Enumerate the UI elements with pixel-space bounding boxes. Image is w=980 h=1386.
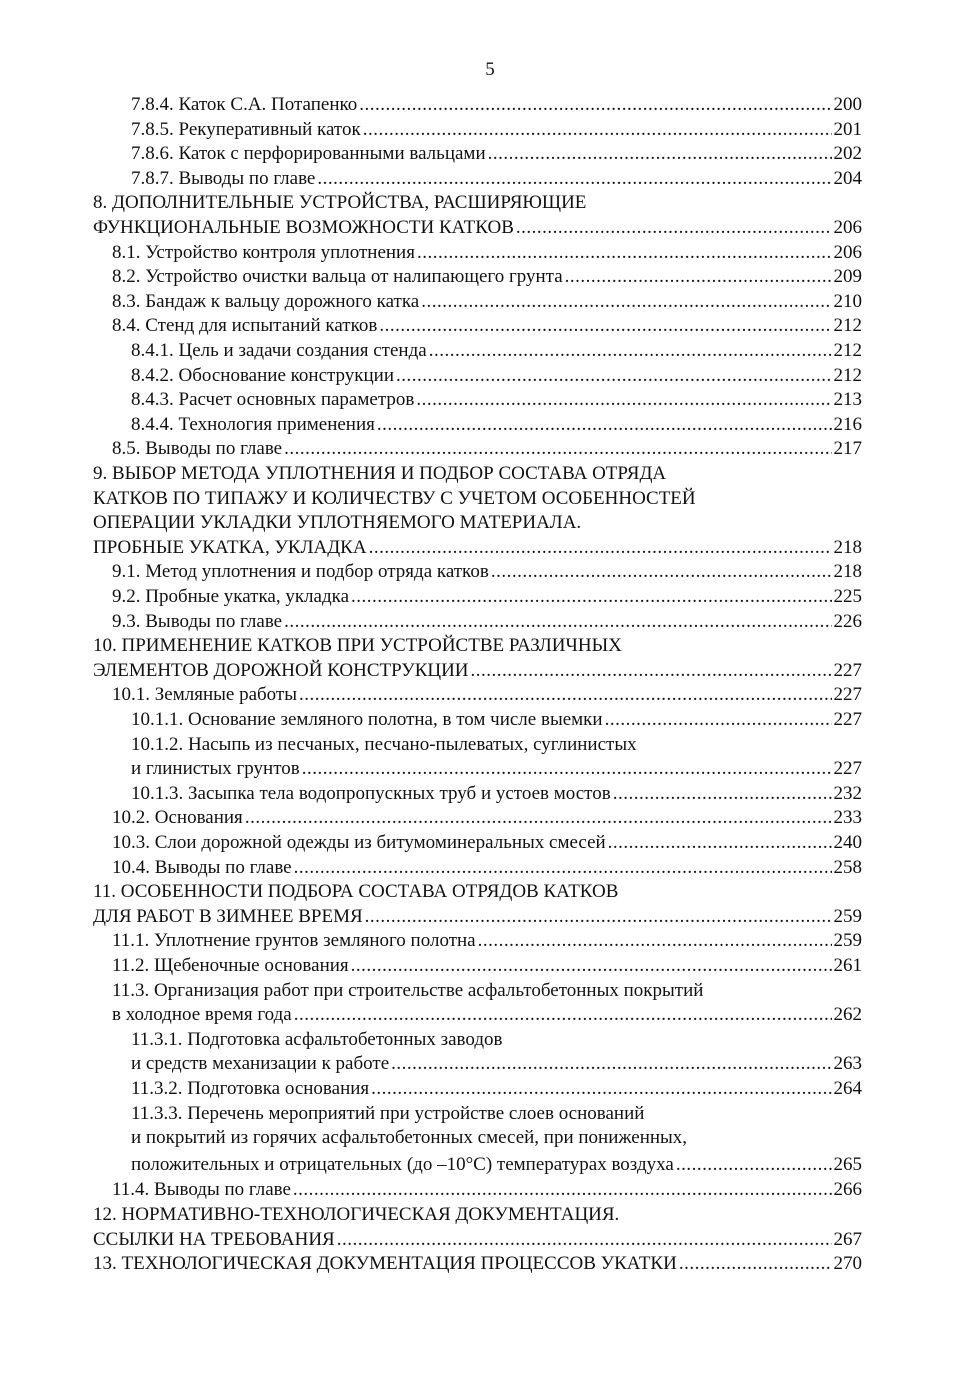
toc-entry: [112, 806, 862, 830]
toc-entry: [93, 905, 862, 929]
toc-entry: [93, 880, 862, 904]
toc-entry-title: 10.4. Выводы по главе: [112, 856, 292, 878]
toc-entry-page: 213: [833, 389, 862, 411]
toc-entry-title: 11.3.3. Перечень мероприятий при устройстве слоев оснований: [131, 1102, 645, 1124]
toc-entry-title: 8.4.2. Обоснование конструкции: [131, 364, 395, 386]
toc-dot-leader: [379, 314, 831, 338]
toc-entry-page: 259: [833, 930, 862, 952]
toc-entry-title: 11.3.1. Подготовка асфальтобетонных заводов: [131, 1028, 503, 1050]
toc-dot-leader: [294, 856, 832, 880]
toc-entry: [112, 560, 862, 584]
toc-entry-page: 206: [833, 241, 862, 263]
toc-entry-title: 10.1. Земляные работы: [112, 684, 297, 706]
toc-entry-page: 212: [833, 364, 862, 386]
toc-dot-leader: [299, 683, 832, 707]
toc-entry-page: 210: [833, 290, 862, 312]
toc-entry-title: 7.8.5. Рекуперативный каток: [131, 118, 361, 140]
toc-dot-leader: [605, 708, 832, 732]
toc-dot-leader: [478, 929, 832, 953]
toc-entry: [112, 314, 862, 338]
toc-entry-page: 225: [833, 586, 862, 607]
toc-entry: [131, 782, 862, 806]
toc-dot-leader: [491, 560, 832, 584]
toc-entry-title: 10.1.2. Насыпь из песчаных, песчано-пылеватых, суглинистых: [131, 733, 637, 755]
toc-entry-title: ОПЕРАЦИИ УКЛАДКИ УПЛОТНЯЕМОГО МАТЕРИАЛА.: [93, 512, 582, 534]
toc-entry-page: 263: [833, 1053, 862, 1075]
toc-entry-title: 10.1.3. Засыпка тела водопропускных труб и устоев мостов: [131, 782, 611, 804]
toc-dot-leader: [284, 437, 831, 461]
toc-entry: [112, 954, 862, 978]
toc-entry: [112, 610, 862, 634]
toc-entry-page: 270: [833, 1253, 862, 1275]
toc-dot-leader: [417, 241, 832, 265]
toc-entry: [112, 585, 862, 609]
toc-entry-title: ССЫЛКИ НА ТРЕБОВАНИЯ: [93, 1228, 335, 1250]
toc-entry: [131, 1077, 862, 1101]
toc-entry-title: 10.2. Основания: [112, 807, 243, 829]
toc-dot-leader: [421, 290, 831, 314]
toc-entry-title: 11. ОСОБЕННОСТИ ПОДБОРА СОСТАВА ОТРЯДОВ КАТКОВ: [93, 881, 619, 903]
toc-entry-title: 8.4.3. Расчет основных параметров: [131, 389, 415, 411]
toc-dot-leader: [416, 388, 831, 412]
toc-entry-page: 266: [833, 1179, 862, 1200]
toc-entry-title: 7.8.6. Каток с перфорированными вальцами: [131, 143, 486, 165]
toc-entry-page: 209: [833, 266, 862, 288]
toc-entry: [112, 290, 862, 314]
toc-entry-page: 227: [833, 709, 862, 730]
toc-dot-leader: [337, 1228, 832, 1252]
toc-entry-title: ПРОБНЫЕ УКАТКА, УКЛАДКА: [93, 536, 367, 558]
toc-dot-leader: [359, 93, 831, 117]
toc-dot-leader: [488, 142, 832, 166]
toc-entry-title: и покрытий из горячих асфальтобетонных смесей, при пониженных,: [131, 1127, 688, 1149]
toc-entry: [112, 831, 862, 855]
toc-entry: [131, 1153, 862, 1177]
toc-entry-title: 10.3. Слои дорожной одежды из битумоминеральных смесей: [112, 832, 606, 853]
toc-entry-page: 200: [833, 94, 862, 115]
toc-dot-leader: [371, 1077, 831, 1101]
toc-entry: [93, 1203, 862, 1227]
toc-dot-leader: [317, 167, 831, 191]
toc-entry-title: 8.4.1. Цель и задачи создания стенда: [131, 340, 427, 361]
toc-entry: [131, 1126, 862, 1150]
toc-entry-title: 8.3. Бандаж к вальцу дорожного катка: [112, 290, 420, 312]
toc-entry: [93, 659, 862, 683]
toc-entry-page: 218: [833, 561, 862, 583]
toc-dot-leader: [676, 1153, 832, 1177]
toc-entry: [93, 462, 862, 486]
toc-entry: [112, 683, 862, 707]
toc-entry: [131, 93, 862, 117]
toc-dot-leader: [284, 610, 831, 634]
toc-entry-title: 9.2. Пробные укатка, укладка: [112, 586, 350, 607]
toc-entry: [131, 413, 862, 437]
toc-entry-title: 11.2. Щебеночные основания: [112, 955, 349, 976]
toc-entry-page: 259: [833, 905, 862, 927]
toc-entry-title: и глинистых грунтов: [131, 758, 300, 780]
toc-entry-page: 216: [833, 413, 862, 435]
toc-dot-leader: [302, 757, 832, 781]
toc-entry: [131, 339, 862, 363]
toc-entry-title: положительных и отрицательных (до –10°С) температурах воздуха: [131, 1154, 674, 1175]
toc-entry: [112, 929, 862, 953]
toc-entry: [112, 241, 862, 265]
toc-entry-page: 264: [833, 1078, 862, 1099]
toc-entry-page: 267: [833, 1228, 862, 1250]
toc-dot-leader: [608, 831, 832, 855]
toc-entry-page: 240: [833, 832, 862, 853]
toc-entry-page: 212: [833, 340, 862, 361]
toc-dot-leader: [294, 1003, 832, 1027]
toc-entry-title: 9. ВЫБОР МЕТОДА УПЛОТНЕНИЯ И ПОДБОР СОСТАВА ОТРЯДА: [93, 463, 667, 484]
toc-entry-page: 261: [833, 955, 862, 976]
toc-entry-page: 201: [833, 118, 862, 140]
toc-entry: [112, 1178, 862, 1202]
toc-entry-title: 7.8.4. Каток С.А. Потапенко: [131, 94, 358, 115]
toc-entry-title: 8.5. Выводы по главе: [112, 438, 283, 460]
toc-entry-title: 11.3. Организация работ при строительстве асфальтобетонных покрытий: [112, 979, 704, 1001]
toc-entry-page: 226: [833, 610, 862, 632]
toc-entry: [93, 1228, 862, 1252]
toc-entry-title: ДЛЯ РАБОТ В ЗИМНЕЕ ВРЕМЯ: [93, 905, 363, 927]
toc-dot-leader: [471, 659, 832, 683]
toc-entry: [93, 511, 862, 535]
toc-entry: [112, 979, 862, 1003]
toc-entry-page: 212: [833, 315, 862, 337]
toc-entry: [93, 216, 862, 240]
toc-entry: [112, 1003, 862, 1027]
toc-entry-title: в холодное время года: [112, 1004, 292, 1026]
toc-dot-leader: [245, 806, 832, 830]
toc-entry: [131, 733, 862, 757]
toc-entry-page: 206: [833, 217, 862, 238]
toc-dot-leader: [391, 1052, 831, 1076]
toc-dot-leader: [369, 536, 832, 560]
toc-entry-title: ЭЛЕМЕНТОВ ДОРОЖНОЙ КОНСТРУКЦИИ: [93, 659, 469, 681]
toc-entry-title: 9.3. Выводы по главе: [112, 610, 283, 632]
toc-entry: [131, 708, 862, 732]
toc-entry: [131, 1028, 862, 1052]
toc-entry: [131, 142, 862, 166]
toc-entry: [131, 167, 862, 191]
toc-entry-page: 217: [833, 438, 862, 460]
toc-entry: [112, 856, 862, 880]
toc-entry-title: 11.3.2. Подготовка основания: [131, 1078, 370, 1099]
toc-entry: [93, 191, 862, 215]
toc-entry-page: 204: [833, 167, 862, 189]
toc-entry-title: КАТКОВ ПО ТИПАЖУ И КОЛИЧЕСТВУ С УЧЕТОМ ОСОБЕННОСТЕЙ: [93, 487, 696, 509]
toc-entry-title: 7.8.7. Выводы по главе: [131, 167, 316, 189]
toc-dot-leader: [365, 905, 832, 929]
toc-entry-page: 218: [833, 536, 862, 558]
toc-entry-title: 8.4. Стенд для испытаний катков: [112, 315, 378, 337]
toc-dot-leader: [351, 954, 832, 978]
toc-entry: [131, 388, 862, 412]
toc-entry: [131, 1102, 862, 1126]
toc-entry-title: 8. ДОПОЛНИТЕЛЬНЫЕ УСТРОЙСТВА, РАСШИРЯЮЩИЕ: [93, 192, 587, 214]
toc-entry-title: 8.1. Устройство контроля уплотнения: [112, 241, 415, 263]
toc-entry: [131, 1052, 862, 1076]
toc-entry: [112, 437, 862, 461]
toc-entry-page: 262: [833, 1004, 862, 1026]
toc-entry: [131, 118, 862, 142]
page-number: 5: [485, 59, 495, 80]
toc-entry: [112, 265, 862, 289]
toc-dot-leader: [679, 1252, 832, 1276]
toc-entry-page: 202: [833, 143, 862, 165]
toc-entry-title: 10. ПРИМЕНЕНИЕ КАТКОВ ПРИ УСТРОЙСТВЕ РАЗЛИЧНЫХ: [93, 635, 622, 657]
toc-entry-title: 13. ТЕХНОЛОГИЧЕСКАЯ ДОКУМЕНТАЦИЯ ПРОЦЕССОВ УКАТКИ: [93, 1253, 677, 1275]
toc-entry-page: 232: [833, 782, 862, 804]
toc-dot-leader: [565, 265, 832, 289]
toc-entry-title: 11.4. Выводы по главе: [112, 1179, 291, 1200]
toc-entry-title: и средств механизации к работе: [131, 1053, 390, 1075]
toc-dot-leader: [351, 585, 831, 609]
toc-dot-leader: [377, 413, 832, 437]
toc-entry-title: 9.1. Метод уплотнения и подбор отряда катков: [112, 561, 489, 583]
toc-dot-leader: [396, 364, 831, 388]
toc-entry-title: 8.4.4. Технология применения: [131, 413, 375, 435]
toc-dot-leader: [293, 1178, 832, 1202]
toc-entry-page: 258: [833, 856, 862, 878]
toc-entry-page: 233: [833, 807, 862, 829]
toc-entry: [131, 364, 862, 388]
toc-dot-leader: [363, 118, 832, 142]
toc-entry-page: 227: [833, 659, 862, 681]
toc-dot-leader: [429, 339, 832, 363]
toc-entry: [93, 536, 862, 560]
toc-entry-title: 12. НОРМАТИВНО-ТЕХНОЛОГИЧЕСКАЯ ДОКУМЕНТАЦИЯ.: [93, 1204, 620, 1225]
toc-entry-title: 8.2. Устройство очистки вальца от налипающего грунта: [112, 266, 563, 288]
toc-entry: [93, 487, 862, 511]
toc-dot-leader: [516, 216, 832, 240]
toc-entry-title: ФУНКЦИОНАЛЬНЫЕ ВОЗМОЖНОСТИ КАТКОВ: [93, 217, 514, 238]
toc-entry: [93, 1252, 862, 1276]
toc-entry-page: 227: [833, 684, 862, 706]
toc-entry-page: 265: [833, 1154, 862, 1175]
toc-entry: [131, 757, 862, 781]
toc-entry-title: 10.1.1. Основание земляного полотна, в том числе выемки: [131, 709, 603, 730]
toc-entry-page: 227: [833, 758, 862, 780]
toc-entry: [93, 634, 862, 658]
toc-entry-title: 11.1. Уплотнение грунтов земляного полотна: [112, 930, 476, 952]
toc-dot-leader: [613, 782, 832, 806]
